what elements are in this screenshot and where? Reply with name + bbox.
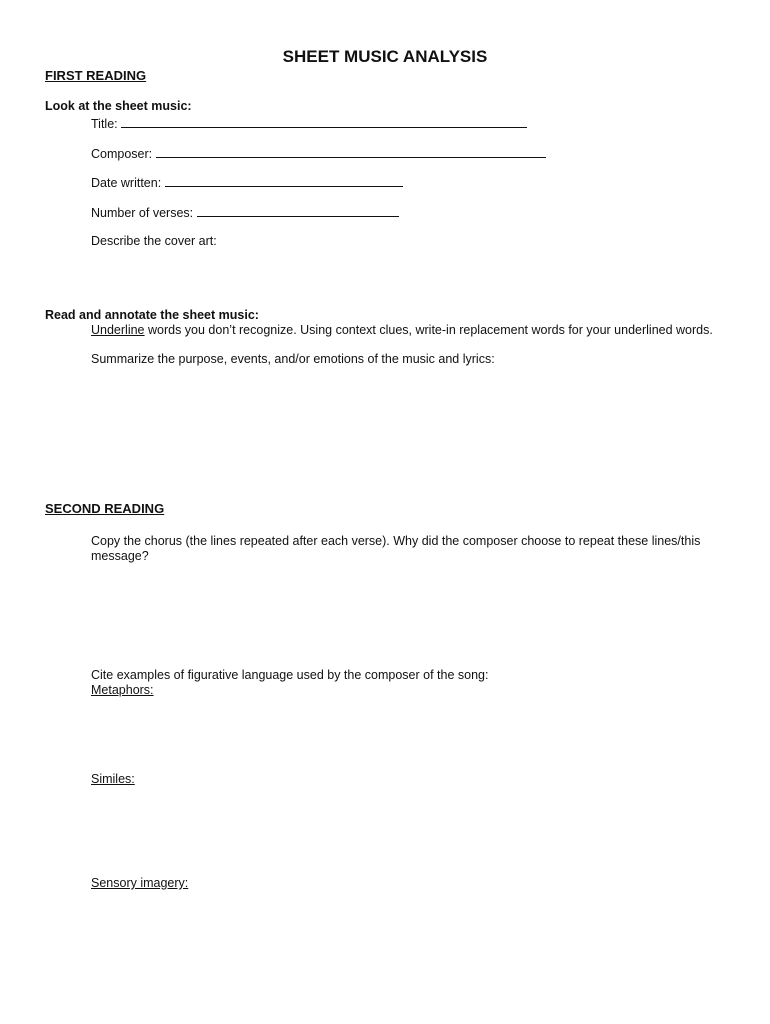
underline-word: Underline xyxy=(91,323,145,337)
title-blank[interactable] xyxy=(121,115,527,128)
annotate-heading: Read and annotate the sheet music: xyxy=(45,308,259,322)
composer-field xyxy=(91,145,546,161)
summarize-prompt: Summarize the purpose, events, and/or emotions of the music and lyrics: xyxy=(91,352,495,366)
composer-label: Composer: xyxy=(91,147,153,161)
date-blank[interactable] xyxy=(165,174,403,187)
date-field xyxy=(91,174,403,190)
annotate-instructions xyxy=(91,323,713,337)
similes-label: Similes: xyxy=(91,772,135,786)
verses-label: Number of verses: xyxy=(91,206,194,220)
figurative-prompt: Cite examples of figurative language used by the composer of the song: xyxy=(91,668,489,682)
title-label: Title: xyxy=(91,117,118,131)
chorus-prompt-line2: message? xyxy=(91,549,149,563)
look-heading: Look at the sheet music: xyxy=(45,99,192,113)
composer-blank[interactable] xyxy=(156,145,546,158)
page-title: SHEET MUSIC ANALYSIS xyxy=(282,47,488,66)
cover-art-prompt: Describe the cover art: xyxy=(91,234,217,248)
metaphors-label: Metaphors: xyxy=(91,683,154,697)
chorus-prompt-line1: Copy the chorus (the lines repeated after each verse). Why did the composer choose to repeat these lines/this xyxy=(91,534,701,548)
title-field xyxy=(91,115,527,131)
verses-blank[interactable] xyxy=(197,204,399,217)
date-label: Date written: xyxy=(91,176,162,190)
verses-field xyxy=(91,204,399,220)
sensory-imagery-label: Sensory imagery: xyxy=(91,876,189,890)
first-reading-heading: FIRST READING xyxy=(45,68,147,83)
second-reading-heading: SECOND READING xyxy=(45,501,165,516)
annotate-rest: words you don’t recognize. Using context clues, write-in replacement words for your underlined words. xyxy=(144,323,713,337)
